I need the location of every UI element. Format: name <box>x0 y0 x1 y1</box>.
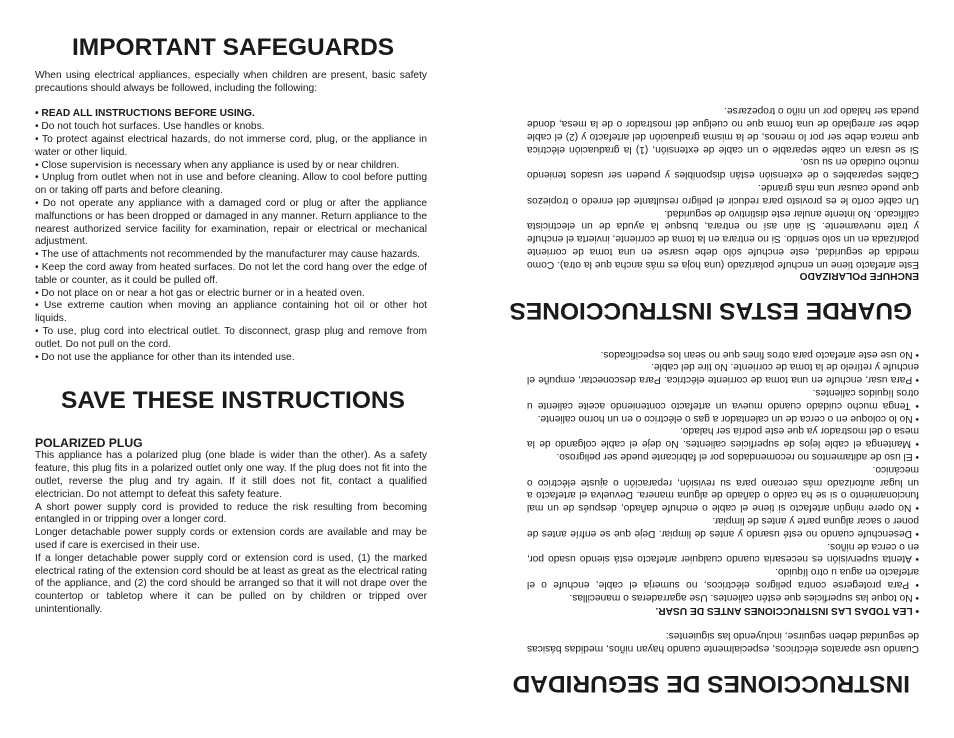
spanish-bullet-4: • Atenta supervisión es necesaria cuando cualquier artefacto está siendo usado por, en o cerca de niños. <box>527 540 919 565</box>
english-bullet-3: • To protect against electrical hazards, do not immerse cord, plug, or the appliance in water or other liquid. <box>35 133 427 158</box>
english-bullet-12: • Do not use the appliance for other than its intended use. <box>35 351 295 363</box>
english-bullet-1: • READ ALL INSTRUCTIONS BEFORE USING. <box>35 108 255 120</box>
spanish-bullet-2: • No toque las superficies que estén calientes. Use agarraderas o manecillas. <box>569 591 919 603</box>
spanish-polarized-p2: Un cable corto le es provisto para reducir el peligro resultante del enredo o tropiezos que puede causar una más grande. <box>527 182 919 206</box>
spanish-bullet-1: • LEA TODAS LAS INSTRUCCIONES ANTES DE USAR. <box>655 604 919 616</box>
english-polarized-p2: A short power supply cord is provided to reduce the risk resulting from becoming entangled in or tripping over a longer cord. <box>35 501 427 526</box>
english-polarized-heading: POLARIZED PLUG <box>35 436 143 451</box>
spanish-save-title: GUARDE ESTAS INSTRUCCIONES <box>509 296 912 324</box>
spanish-polarized-heading: ENCHUFE POLARIZADO <box>799 269 919 281</box>
english-bullet-6: • Do not operate any appliance with a damaged cord or plug or after the appliance malfunctions or has been dropped or damaged in any manner. Return appliance to the nearest authorized service facility for examination, repair or electrical or mechanical adjustment. <box>35 197 427 248</box>
spanish-bullet-11: • Para usar, enchufe en una toma de corriente eléctrica. Para desconectar, empuñe el enchufe y retírelo de la toma de corriente. No tire del cable. <box>527 361 919 386</box>
spanish-polarized-p4: Si se usara un cable separable o un cable de extensión, (1) la graduación eléctrica que marca debe ser por lo menos, de la misma graduación del artefacto y (2) el cable debe ser arreglado de una forma que no cuelgue del mostrador o de la mesa, donde pueda ser halado por un niño o tropezarse. <box>527 105 919 155</box>
spanish-bullet-5: • Desenchufe cuando no esté usando y antes de limpiar. Deje que se enfríe antes de poner o sacar alguna parte y antes de limpiar. <box>527 515 919 539</box>
spanish-bullet-10: • Tenga mucho cuidado cuando mueva un artefacto conteniendo aceite caliente u otros líquidos calientes. <box>527 387 919 411</box>
english-save-title: SAVE THESE INSTRUCTIONS <box>61 387 405 415</box>
spanish-bullet-6: • No opere ningún artefacto si tiene el cable o enchufe dañado, después de un mal funcionamiento o si se ha caído o dañado de alguna manera. Devuelva el artefacto a un lugar autorizado más cercano para su revisión, reparación o ajuste eléctrico o mecánico. <box>527 463 919 514</box>
spanish-polarized-p1: Este artefacto tiene un enchufe polarizado (una hoja es más ancha que la otra). Como medida de seguridad, este enchufe sólo debe usarse en una toma de corriente polarizada en un solo sentido. Si no entrara en la toma de corriente, invierta el enchufe y trate nuevamente. Si aún así no entrara, busque la ayuda de un electricista calificado. No intente anular este distintivo de seguridad. <box>527 207 919 270</box>
spanish-polarized-p3: Cables separables o de extensión están disponibles y pueden ser usados teniendo mucho cuidado en su uso. <box>527 156 919 181</box>
spanish-bullet-12: • No use este artefacto para otros fines que no sean los especificados. <box>600 348 919 360</box>
english-polarized-p1: This appliance has a polarized plug (one blade is wider than the other). As a safety feature, this plug fits in a polarized outlet only one way. If the plug does not fit into the outlet, reverse the plug and try again. If it still does not fit, contact a qualified electrician. Do not attempt to defeat this safety feature. <box>35 450 427 500</box>
english-bullet-2: • Do not touch hot surfaces. Use handles or knobs. <box>35 121 265 133</box>
english-bullet-11: • To use, plug cord into electrical outlet. To disconnect, grasp plug and remove from outlet. Do not pull on the cord. <box>35 325 427 350</box>
spanish-intro: Cuando use aparatos eléctricos, especialmente cuando hayan niños, medidas básicas de seguridad deben seguirse, incluyendo las siguientes: <box>527 630 919 654</box>
english-column <box>35 0 427 617</box>
spanish-title: INSTRUCCIONES DE SEGURIDAD <box>512 670 910 697</box>
english-intro: When using electrical appliances, especially when children are present, basic safety precautions should always be followed, including the following: <box>35 70 427 94</box>
spanish-bullet-9: • No lo coloque en o cerca de un calentador a gas o eléctrico o en un horno caliente. <box>537 412 919 424</box>
english-bullet-7: • The use of attachments not recommended by the manufacturer may cause hazards. <box>35 249 421 261</box>
spanish-bullet-7: • El uso de aditamentos no recomendados por el fabricante puede ser peligroso. <box>556 451 919 463</box>
english-bullet-5: • Unplug from outlet when not in use and before cleaning. Allow to cool before putting on or taking off parts and before cleaning. <box>35 172 427 197</box>
english-bullet-8: • Keep the cord away from heated surfaces. Do not let the cord hang over the edge of table or counter, as it could be pulled off. <box>35 261 427 286</box>
english-polarized-p4: If a longer detachable power supply cord or extension cord is used, (1) the marked electrical rating of the extension cord should be at least as great as the electrical rating of the appliance, and (2) the cord should be arranged so that it will not drape over the countertop or tabletop where it can be pulled on by children or tripped over unintentionally. <box>35 552 427 615</box>
english-polarized-p3: Longer detachable power supply cords or extension cords are available and may be used if care is exercised in their use. <box>35 527 427 551</box>
spanish-column <box>509 0 919 738</box>
english-bullet-10: • Use extreme caution when moving an appliance containing hot oil or other hot liquids. <box>35 300 427 325</box>
english-title: IMPORTANT SAFEGUARDS <box>72 34 395 61</box>
english-bullet-9: • Do not place on or near a hot gas or electric burner or in a heated oven. <box>35 287 365 299</box>
spanish-bullet-8: • Mantenga el cable lejos de superficies calientes. No deje el cable colgando de la mesa o del mostrador ya que este podría ser halado. <box>527 425 919 450</box>
english-bullet-4: • Close supervision is necessary when any appliance is used by or near children. <box>35 159 400 171</box>
spanish-bullet-3: • Para protegerse contra peligros eléctricos, no sumerja el cable, enchufe o el artefacto en agua u otro líquido. <box>527 566 919 591</box>
